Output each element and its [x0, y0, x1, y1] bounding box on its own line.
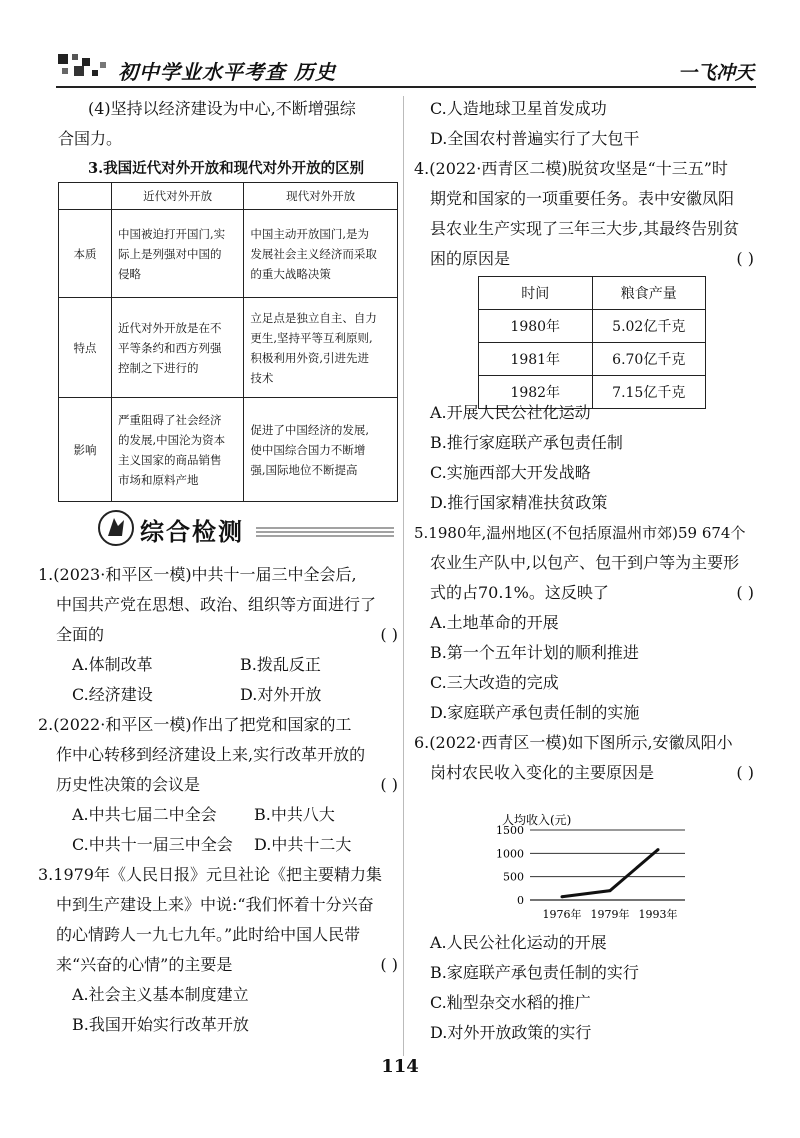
option: D.推行国家精准扶贫政策 [430, 493, 608, 512]
cell-line: 际上是列强对中国的 [118, 246, 222, 261]
income-data-point [657, 848, 660, 851]
table-header-cell [59, 183, 112, 210]
question-1-line: 全面的 [56, 625, 105, 644]
page-number: 114 [381, 1056, 419, 1077]
row-label: 特点 [59, 298, 112, 398]
option: B.推行家庭联产承包责任制 [430, 433, 623, 452]
table-cell [244, 210, 398, 298]
y-tick-label: 0 [517, 894, 524, 907]
question-3-line: 来“兴奋的心情”的主要是 [56, 955, 233, 974]
cell-line: 技术 [250, 370, 274, 385]
question-6-line: 6.(2022·西青区一模)如下图所示,安徽凤阳小 [414, 733, 733, 752]
cell-line: 使中国综合国力不断增 [250, 442, 366, 457]
answer-paren: ( ) [380, 625, 398, 644]
question-3-line: 3.1979年《人民日报》元旦社论《把主要精力集 [38, 865, 382, 884]
row-label: 本质 [59, 210, 112, 298]
option: B.第一个五年计划的顺利推进 [430, 643, 639, 662]
grain-table [478, 276, 706, 409]
cell-line: 主义国家的商品销售 [118, 452, 222, 467]
table-header-row [59, 183, 398, 210]
header-brand: 一飞冲天 [677, 62, 754, 84]
grain-header: 粮食产量 [592, 277, 706, 310]
table-row [479, 310, 706, 343]
option: B.家庭联产承包责任制的实行 [430, 963, 639, 982]
cell-line: 平等条约和西方列强 [118, 340, 222, 355]
question-1-line: 中国共产党在思想、政治、组织等方面进行了 [56, 595, 377, 614]
option: B.拨乱反正 [240, 655, 321, 674]
question-4-line: 县农业生产实现了三年三大步,其最终告别贫 [430, 219, 740, 238]
option: D.中共十二大 [254, 835, 352, 854]
income-data-point [609, 889, 612, 892]
question-2-line: 历史性决策的会议是 [56, 775, 201, 794]
cell-line: 中国被迫打开国门,实 [118, 226, 226, 241]
cell-line: 近代对外开放是在不 [118, 320, 222, 335]
option: C.中共十一届三中全会 [72, 835, 233, 854]
option: D.家庭联产承包责任制的实施 [430, 703, 640, 722]
table-row [59, 298, 398, 398]
table-cell [244, 398, 398, 502]
cell-line: 的发展,中国沦为资本 [118, 432, 226, 447]
question-5-line: 农业生产队中,以包产、包干到户等为主要形 [430, 553, 740, 572]
section-title: 综合检测 [140, 517, 244, 546]
cell-line: 立足点是独立自主、自力 [250, 310, 377, 325]
cell-line: 中国主动开放国门,是为 [250, 226, 369, 241]
x-tick-label: 1993年 [638, 908, 678, 921]
income-data-point [561, 895, 564, 898]
header-rule [56, 86, 756, 88]
option: A.中共七届二中全会 [72, 805, 217, 824]
grain-cell: 1980年 [479, 310, 593, 343]
chart-ylabel: 人均收入(元) [502, 813, 572, 827]
header-title: 初中学业水平考查 历史 [118, 60, 336, 84]
option: C.籼型杂交水稻的推广 [430, 993, 591, 1012]
option: C.人造地球卫星首发成功 [430, 99, 607, 118]
table-header-cell: 近代对外开放 [112, 183, 244, 210]
option: C.经济建设 [72, 685, 153, 704]
option: A.土地革命的开展 [430, 613, 559, 632]
grain-cell: 6.70亿千克 [592, 343, 706, 376]
grain-header: 时间 [479, 277, 593, 310]
y-tick-label: 500 [503, 870, 524, 884]
option: C.三大改造的完成 [430, 673, 559, 692]
option: C.实施西部大开发战略 [430, 463, 591, 482]
cell-line: 发展社会主义经济而采取 [250, 246, 377, 261]
question-6-options [430, 928, 760, 1048]
table-cell [112, 398, 244, 502]
option: A.人民公社化运动的开展 [430, 933, 607, 952]
question-2-line: 作中心转移到经济建设上来,实行改革开放的 [56, 745, 366, 764]
cell-line: 严重阻碍了社会经济 [118, 412, 222, 427]
income-chart [480, 812, 720, 924]
x-tick-label: 1976年 [542, 908, 582, 921]
option: D.全国农村普遍实行了大包干 [430, 129, 640, 148]
y-tick-label: 1000 [496, 847, 524, 861]
left-column [58, 94, 398, 184]
y-tick-label: 1500 [496, 824, 524, 837]
right-questions [414, 398, 764, 788]
question-5-line: 5.1980年,温州地区(不包括原温州市郊)59 674个 [414, 524, 746, 542]
cell-line: 的重大战略决策 [250, 266, 331, 281]
table-header-cell: 现代对外开放 [244, 183, 398, 210]
grain-cell: 5.02亿千克 [592, 310, 706, 343]
question-3-line: 的心情跨人一九七九年。”此时给中国人民带 [56, 925, 361, 944]
x-tick-label: 1979年 [590, 908, 630, 921]
cell-line: 更生,坚持平等互利原则, [250, 330, 373, 345]
right-column [414, 94, 764, 274]
answer-paren: ( ) [736, 249, 754, 268]
column-divider [403, 96, 404, 1056]
row-label: 影响 [59, 398, 112, 502]
cell-line: 市场和原料产地 [118, 472, 199, 487]
grain-cell: 1982年 [479, 376, 593, 409]
option: A.开展人民公社化运动 [430, 403, 591, 422]
grain-cell: 7.15亿千克 [592, 376, 706, 409]
option: A.体制改革 [72, 655, 153, 674]
table-heading: 3.我国近代对外开放和现代对外开放的区别 [88, 160, 365, 177]
cell-line: 侵略 [118, 266, 141, 281]
question-6-line: 岗村农民收入变化的主要原因是 [430, 763, 655, 782]
answer-paren: ( ) [736, 583, 754, 602]
question-1-line: 1.(2023·和平区一模)中共十一届三中全会后, [38, 565, 357, 584]
question-4-line: 期党和国家的一项重要任务。表中安徽凤阳 [430, 189, 735, 208]
question-2-line: 2.(2022·和平区一模)作出了把党和国家的工 [38, 715, 352, 734]
table-cell [112, 210, 244, 298]
option: B.中共八大 [254, 805, 335, 824]
intro-line-1: (4)坚持以经济建设为中心,不断增强综 [88, 99, 356, 118]
cell-line: 促进了中国经济的发展, [250, 422, 369, 437]
option: D.对外开放 [240, 685, 322, 704]
answer-paren: ( ) [380, 775, 398, 794]
answer-paren: ( ) [736, 763, 754, 782]
option: B.我国开始实行改革开放 [72, 1015, 249, 1034]
option: A.社会主义基本制度建立 [72, 985, 249, 1004]
question-5-line: 式的占70.1%。这反映了 [430, 583, 609, 602]
question-4-line: 困的原因是 [430, 249, 511, 268]
left-questions [38, 560, 398, 1040]
table-cell [244, 298, 398, 398]
cell-line: 积极利用外资,引进先进 [250, 350, 369, 365]
table-row [59, 210, 398, 298]
section-banner [96, 508, 396, 548]
option: D.对外开放政策的实行 [430, 1023, 592, 1042]
answer-paren: ( ) [380, 955, 398, 974]
cell-line: 强,国际地位不断提高 [250, 462, 358, 477]
question-4-line: 4.(2022·西青区二模)脱贫攻坚是“十三五”时 [414, 159, 728, 178]
table-cell [112, 298, 244, 398]
intro-line-2: 合国力。 [58, 129, 123, 148]
grain-cell: 1981年 [479, 343, 593, 376]
table-row [479, 343, 706, 376]
table-row [59, 398, 398, 502]
cell-line: 控制之下进行的 [118, 360, 199, 375]
question-3-line: 中到生产建设上来》中说:“我们怀着十分兴奋 [56, 895, 374, 914]
comparison-table [58, 182, 398, 502]
header-logo [56, 52, 110, 82]
